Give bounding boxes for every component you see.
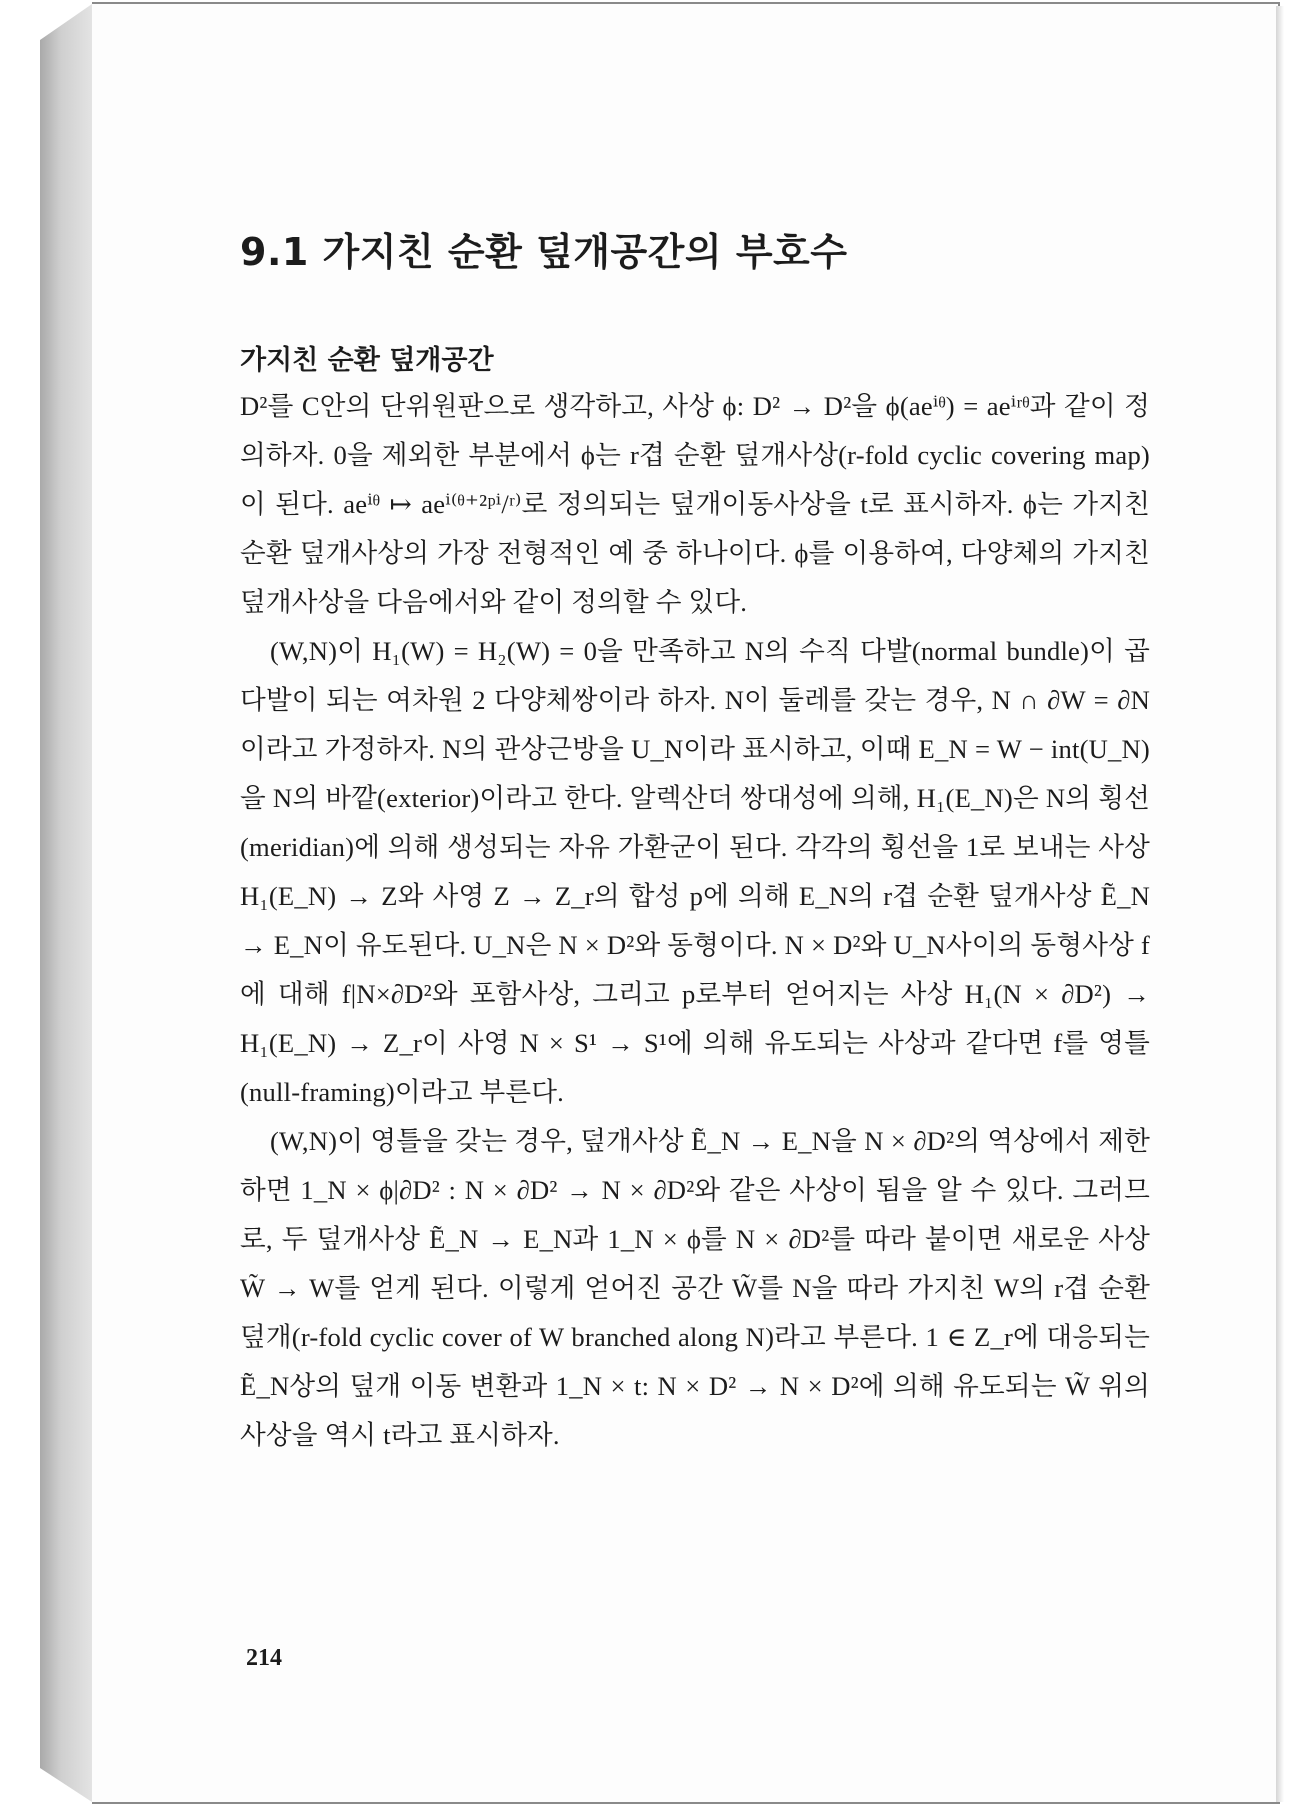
book-spine — [40, 4, 92, 1802]
subsection-title: 가지친 순환 덮개공간 — [240, 345, 494, 376]
page-content — [240, 230, 1150, 1450]
section-title: 9.1 가지친 순환 덮개공간의 부호수 — [240, 230, 848, 274]
paragraph-2: (W,N)이 H₁(W) = H₂(W) = 0을 만족하고 N의 수직 다발(normal bundle)이 곱다발이 되는 여차원 2 다양체쌍이라 하자. N이 둘레를 갖는 경우, N ∩ ∂W = ∂N이라고 가정하자. N의 관상근방을 U_N이라 표시하고, 이때 E_N = W − int(U_N)을 N의 바깥(exterior)이라고 한다. 알렉산더 쌍대성에 의해, H₁(E_N)은 N의 횡선(meridian)에 의해 생성되는 자유 가환군이 된다. 각각의 횡선을 1로 보내는 사상 H₁(E_N) → Z와 사영 Z → Z_r의 합성 p에 의해 E_N의 r겹 순환 덮개사상 Ẽ_N → E_N이 유도된다. U_N은 N × D²와 동형이다. N × D²와 U_N사이의 동형사상 f에 대해 f|N×∂D²와 포함사상, 그리고 p로부터 얻어지는 사상 H₁(N × ∂D²) → H₁(E_N) → Z_r이 사영 N × S¹ → S¹에 의해 유도되는 사상과 같다면 f를 영틀(null-framing)이라고 부른다. — [240, 636, 1150, 1107]
paragraph-1: D²를 C안의 단위원판으로 생각하고, 사상 ϕ: D² → D²을 ϕ(aeⁱᶿ) = aeⁱʳᶿ과 같이 정의하자. 0을 제외한 부분에서 ϕ는 r겹 순환 덮개사상(r-fold cyclic covering map)이 된다. aeⁱᶿ ↦ aeⁱ⁽ᶿ⁺²ᵖⁱ/ʳ⁾로 정의되는 덮개이동사상을 t로 표시하자. ϕ는 가지친 순환 덮개사상의 가장 전형적인 예 중 하나이다. ϕ를 이용하여, 다양체의 가지친 덮개사상을 다음에서와 같이 정의할 수 있다. — [240, 391, 1150, 617]
page-number: 214 — [246, 1645, 282, 1671]
body-text — [240, 382, 1150, 1460]
page-edge-shadow — [1276, 6, 1284, 1802]
paragraph-3: (W,N)이 영틀을 갖는 경우, 덮개사상 Ẽ_N → E_N을 N × ∂D²의 역상에서 제한하면 1_N × ϕ|∂D² : N × ∂D² → N × ∂D²와 같은 사상이 됨을 알 수 있다. 그러므로, 두 덮개사상 Ẽ_N → E_N과 1_N × ϕ를 N × ∂D²를 따라 붙이면 새로운 사상 W̃ → W를 얻게 된다. 이렇게 얻어진 공간 W̃를 N을 따라 가지친 W의 r겹 순환 덮개(r-fold cyclic cover of W branched along N)라고 부른다. 1 ∈ Z_r에 대응되는 Ẽ_N상의 덮개 이동 변환과 1_N × t: N × D² → N × D²에 의해 유도되는 W̃ 위의 사상을 역시 t라고 표시하자. — [240, 1126, 1150, 1450]
